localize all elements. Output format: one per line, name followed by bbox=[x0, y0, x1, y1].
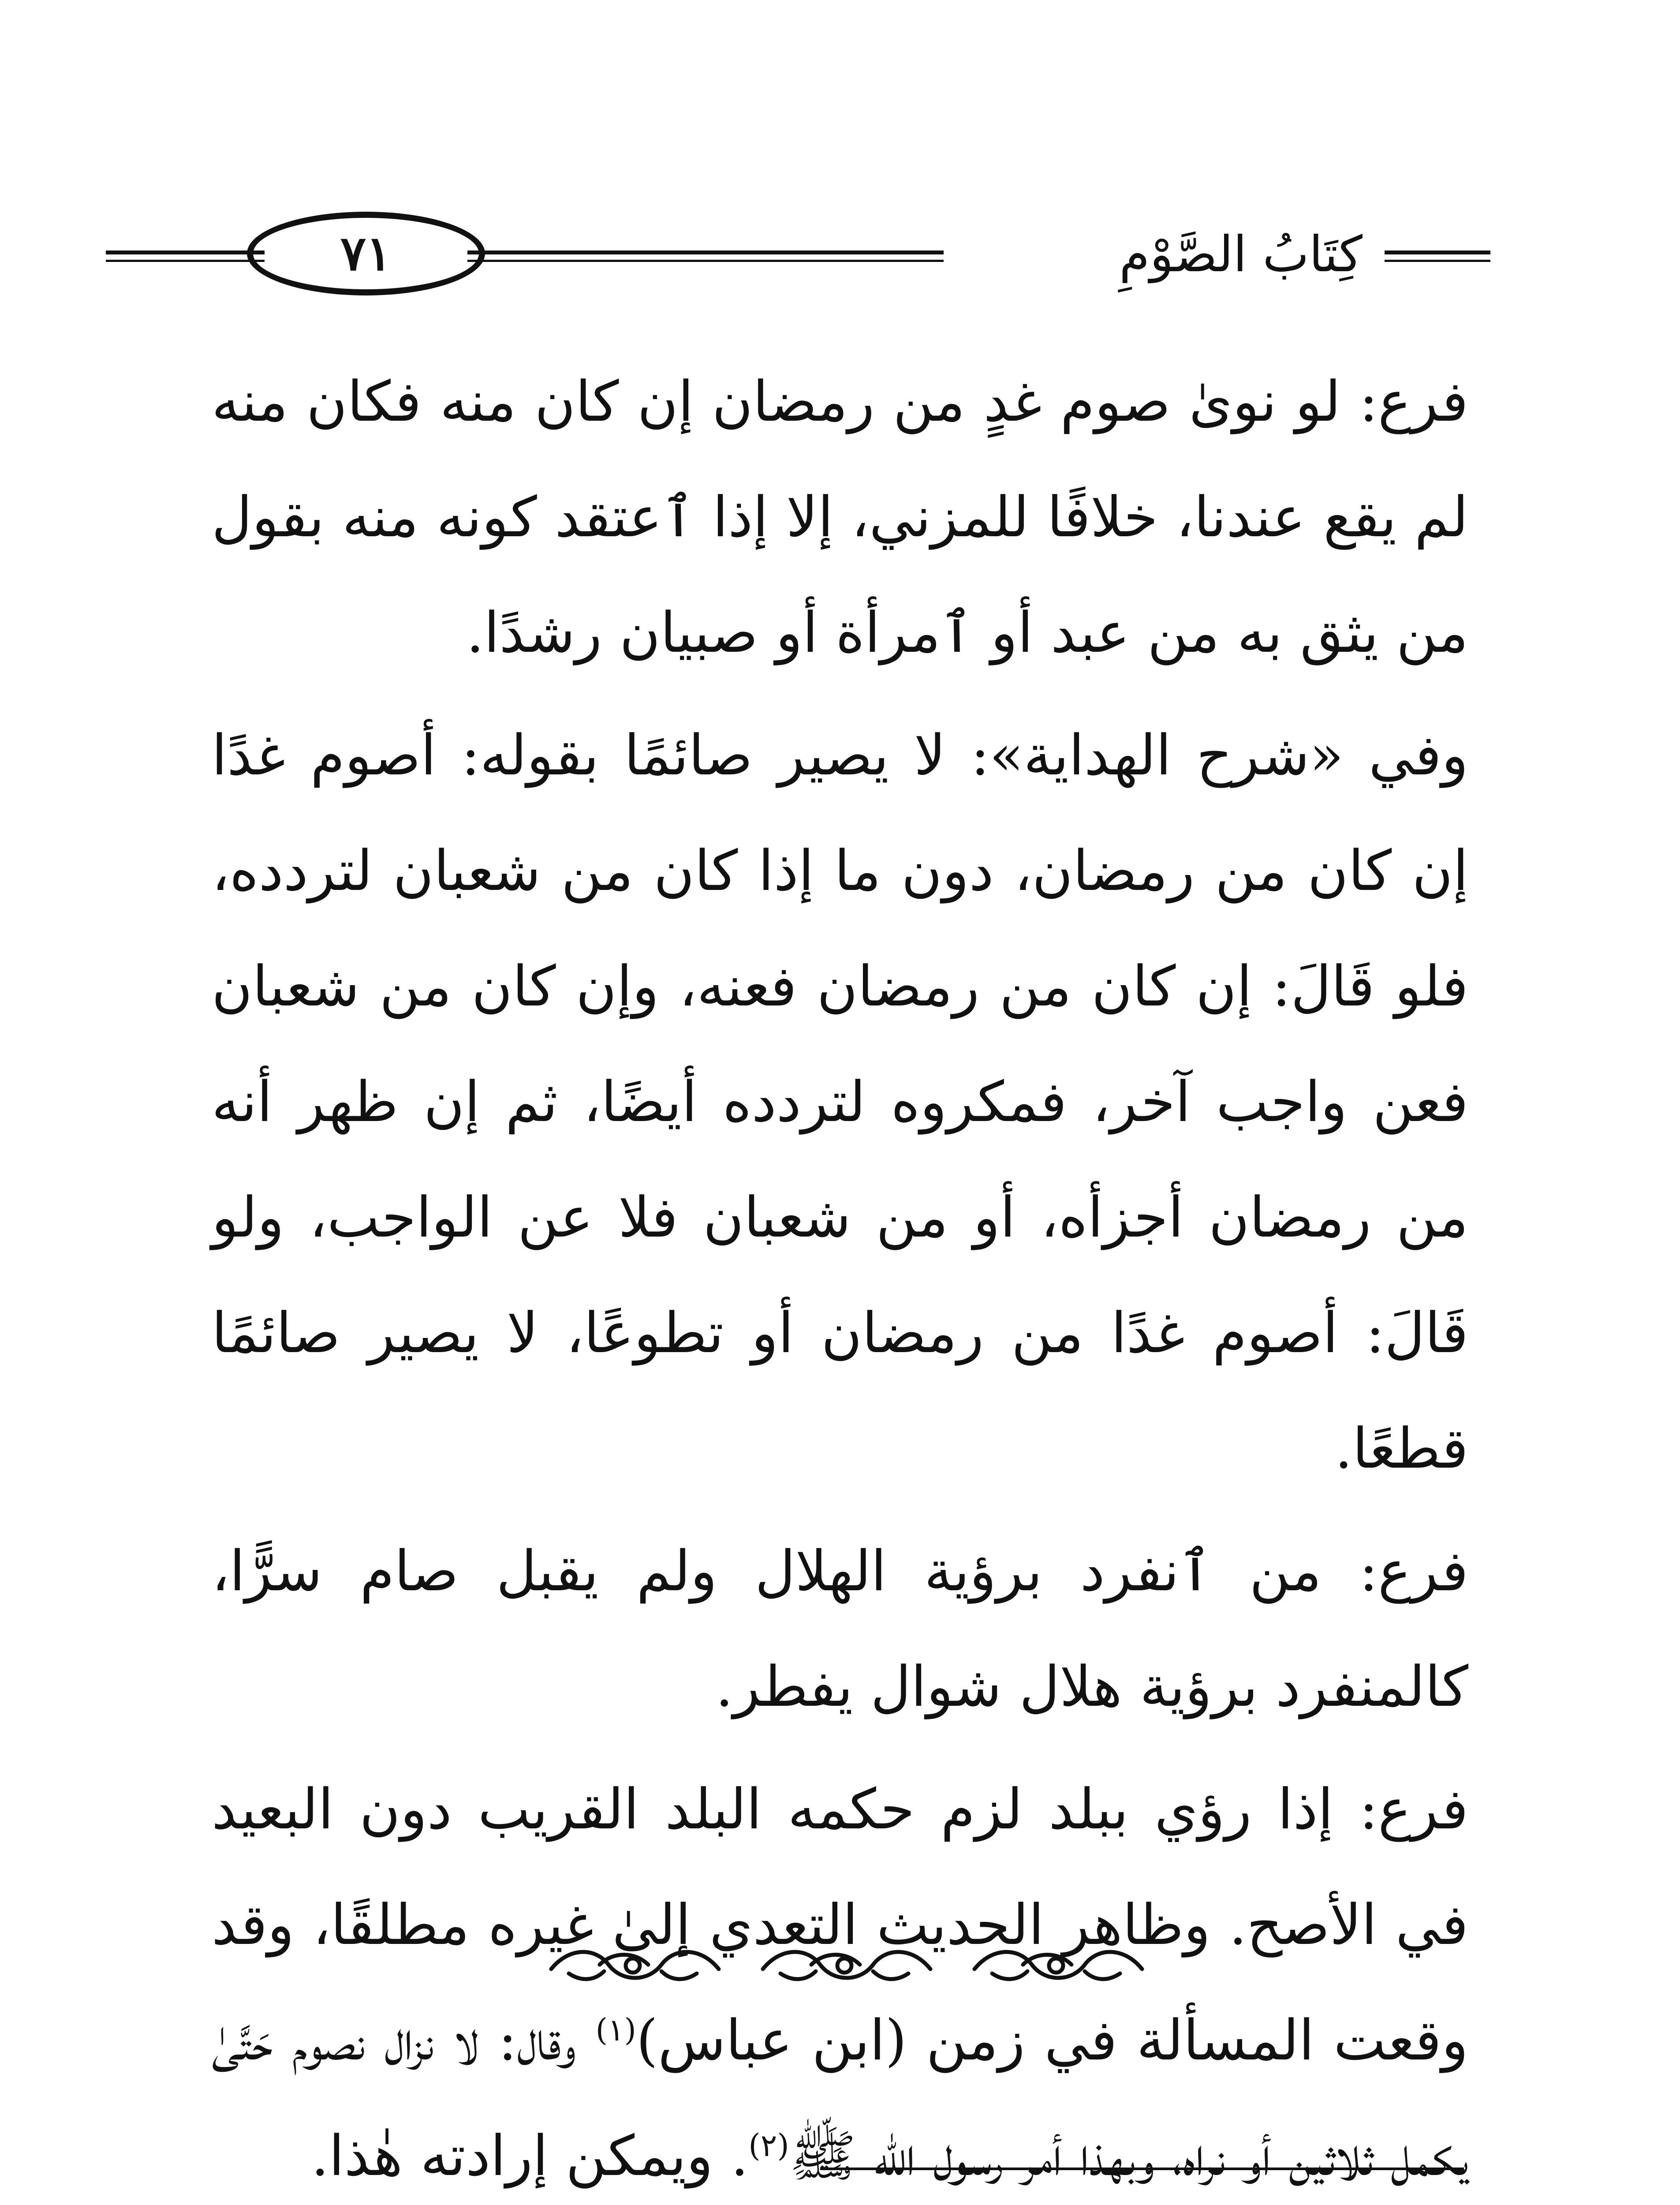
header-rule-right bbox=[1385, 250, 1490, 262]
paragraph-4-part-1: فرع: إذا رؤي ببلد لزم حكمه البلد القريب دون البعيد في الأصح. وظاهر الحديث التعدي إلىٰ غيره مطلقًا، وقد وقعت المسألة في زمن (ابن عباس) bbox=[212, 1777, 1468, 2073]
floral-divider-icon bbox=[542, 1938, 1164, 1991]
paragraph-2: وفي «شرح الهداية»: لا يصير صائمًا بقوله: أصوم غدًا إن كان من رمضان، دون ما إذا كان من شعبان لتردده، فلو قَالَ: إن كان من رمضان فعنه، وإن كان من شعبان فعن واجب آخر، فمكروه لتردده أيضًا، ثم إن ظهر أنه من رمضان أجزأه، أو من شعبان فلا عن الواجب، ولو قَالَ: أصوم غدًا من رمضان أو تطوعًا، لا يصير صائمًا قطعًا. bbox=[212, 723, 1468, 1481]
paragraph-1: فرع: لو نوىٰ صوم غدٍ من رمضان إن كان منه فكان منه لم يقع عندنا، خلافًا للمزني، إلا إذا ٱعتقد كونه منه بقول من يثق به من عبد أو ٱمرأة أو صبيان رشدًا. bbox=[212, 369, 1468, 665]
footnote-separator bbox=[820, 2168, 1464, 2170]
main-text bbox=[212, 344, 1468, 2205]
page-number-badge bbox=[247, 212, 485, 295]
footnote-ref-1[interactable]: (١) bbox=[595, 2012, 636, 2048]
header-rule-left bbox=[106, 250, 265, 262]
header-rule-middle bbox=[467, 250, 944, 262]
footnote-ref-2[interactable]: (٢) bbox=[748, 2127, 789, 2164]
chapter-title: كِتَابُ الصَّوْمِ bbox=[1119, 226, 1363, 283]
paragraph-4-part-2: وقال: لا نزال نصوم حَتَّىٰ يكمل ثلاثين أو نراه، وبهذا أمر رسول الله ﷺ bbox=[212, 2008, 1468, 2188]
running-header bbox=[106, 212, 1490, 304]
page-number: ٧١ bbox=[340, 226, 392, 281]
paragraph-4-part-3: . ويمكن إرادته هٰذا. bbox=[311, 2123, 749, 2188]
paragraph-3: فرع: من ٱنفرد برؤية الهلال ولم يقبل صام سرًّا، كالمنفرد برؤية هلال شوال يفطر. bbox=[212, 1539, 1468, 1719]
